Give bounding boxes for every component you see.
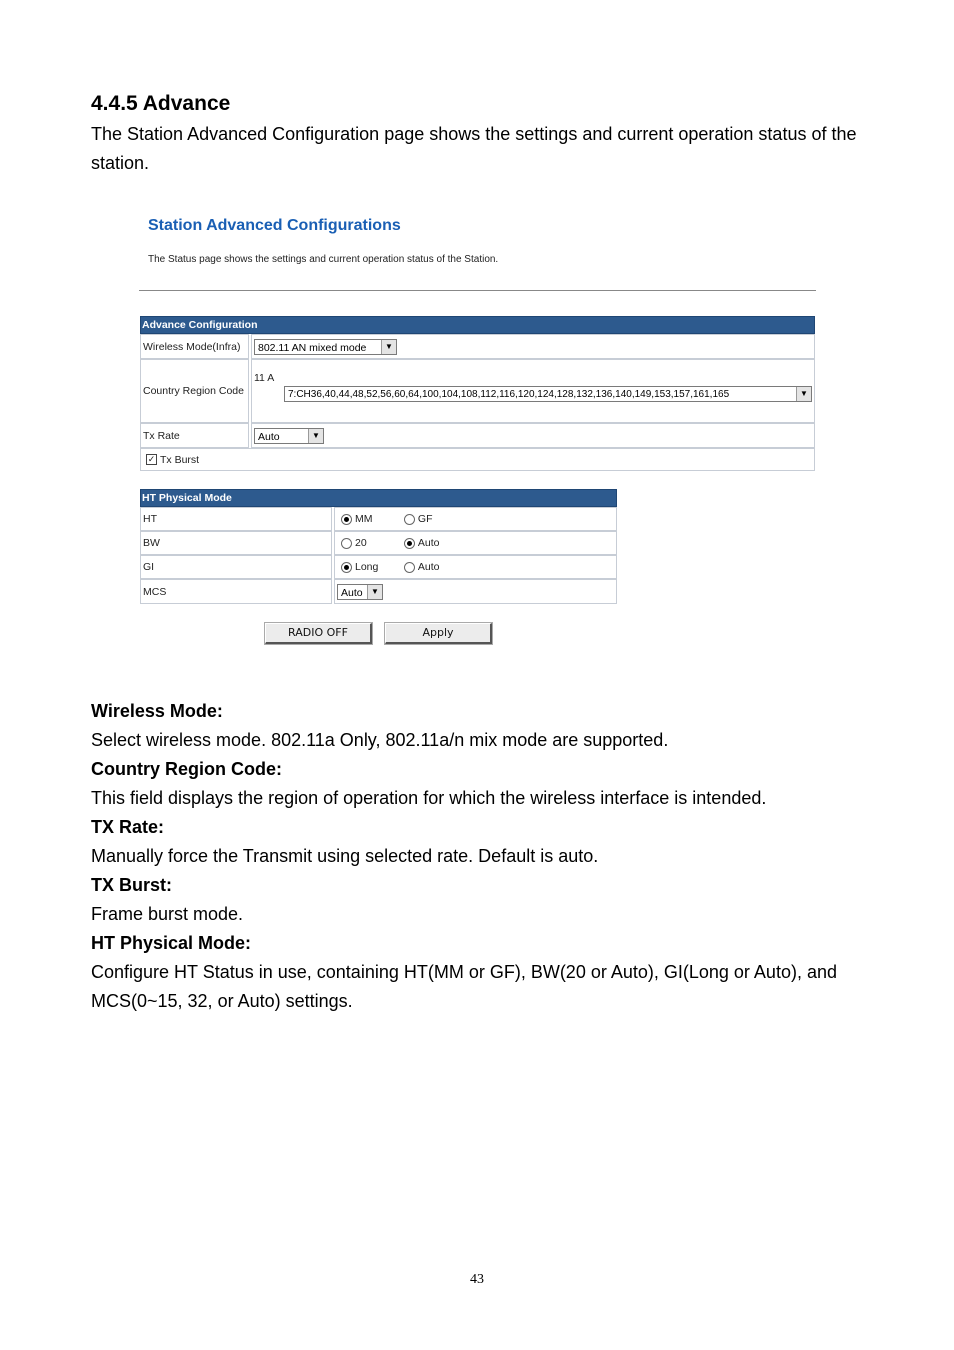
bw-20-option[interactable]: [341, 537, 401, 549]
definition-term: TX Burst:: [91, 875, 172, 895]
bw-20-label: 20: [355, 537, 367, 550]
definition-term: HT Physical Mode:: [91, 933, 252, 953]
tx-rate-value: Auto: [258, 430, 280, 443]
ht-physical-mode-table: [138, 489, 619, 604]
radio-unselected-icon: [404, 562, 415, 573]
ht-mm-option[interactable]: [341, 513, 401, 525]
chevron-down-icon: ▼: [308, 429, 323, 443]
bw-label: BW: [140, 531, 332, 555]
apply-button[interactable]: Apply: [385, 623, 492, 644]
wireless-mode-label: Wireless Mode(Infra): [140, 334, 249, 359]
section-heading: 4.4.5 Advance: [91, 92, 231, 115]
screen-title: Station Advanced Configurations: [148, 217, 401, 234]
definition-text: This field displays the region of operation for which the wireless interface is intended.: [91, 788, 767, 808]
country-region-select[interactable]: [284, 386, 812, 402]
tx-burst-checkbox[interactable]: ✓: [147, 454, 156, 465]
mcs-value: Auto: [341, 586, 363, 599]
mcs-label: MCS: [140, 579, 332, 604]
definition-text: Select wireless mode. 802.11a Only, 802.11a/n mix mode are supported.: [91, 730, 669, 750]
divider: [139, 290, 816, 291]
screen-description: The Status page shows the settings and current operation status of the Station.: [148, 254, 499, 265]
mcs-select[interactable]: [337, 584, 383, 600]
definition-term: TX Rate:: [91, 817, 165, 837]
radio-off-button[interactable]: RADIO OFF: [265, 623, 372, 644]
definition-text: Manually force the Transmit using selected rate. Default is auto.: [91, 846, 599, 866]
radio-selected-icon: [341, 514, 352, 525]
country-band-label: 11 A: [254, 372, 275, 384]
ht-label: HT: [140, 507, 332, 531]
definition-text: Configure HT Status in use, containing HT(MM or GF), BW(20 or Auto), GI(Long or Auto), and MCS(0~15, 32, or Auto) settings.: [91, 962, 837, 1011]
ht-physical-mode-header: HT Physical Mode: [140, 489, 617, 507]
advance-config-table: [138, 316, 817, 471]
chevron-down-icon: ▼: [796, 387, 811, 401]
definition-term: Wireless Mode:: [91, 701, 223, 721]
gi-long-label: Long: [355, 561, 379, 574]
country-region-value: 7:CH36,40,44,48,52,56,60,64,100,104,108,112,116,120,124,128,132,136,140,149,153,157,161,165: [288, 389, 730, 400]
gi-label: GI: [140, 555, 332, 579]
wireless-mode-select[interactable]: [254, 339, 397, 355]
tx-rate-label: Tx Rate: [140, 423, 249, 448]
gi-auto-label: Auto: [417, 561, 440, 574]
ht-gf-label: GF: [417, 513, 433, 526]
bw-auto-option[interactable]: [404, 537, 440, 549]
tx-rate-select[interactable]: [254, 428, 324, 444]
chevron-down-icon: ▼: [381, 340, 396, 354]
chevron-down-icon: ▼: [367, 585, 382, 599]
wireless-mode-value: 802.11 AN mixed mode: [258, 341, 367, 354]
advance-config-header: Advance Configuration: [140, 316, 815, 334]
radio-unselected-icon: [404, 514, 415, 525]
radio-unselected-icon: [341, 538, 352, 549]
definition-term: Country Region Code:: [91, 759, 282, 779]
radio-selected-icon: [341, 562, 352, 573]
page-number: 43: [470, 1272, 484, 1287]
radio-selected-icon: [404, 538, 415, 549]
country-region-label: Country Region Code: [140, 359, 249, 423]
ht-mm-label: MM: [355, 513, 373, 526]
ht-gf-option[interactable]: [404, 513, 433, 525]
section-intro: The Station Advanced Configuration page shows the settings and current operation status of the station.: [91, 124, 857, 173]
gi-long-option[interactable]: [341, 561, 401, 573]
definitions-list: [91, 697, 881, 1016]
definition-text: Frame burst mode.: [91, 904, 244, 924]
bw-auto-label: Auto: [417, 537, 440, 550]
gi-auto-option[interactable]: [404, 561, 440, 573]
tx-burst-label: Tx Burst: [160, 453, 200, 466]
